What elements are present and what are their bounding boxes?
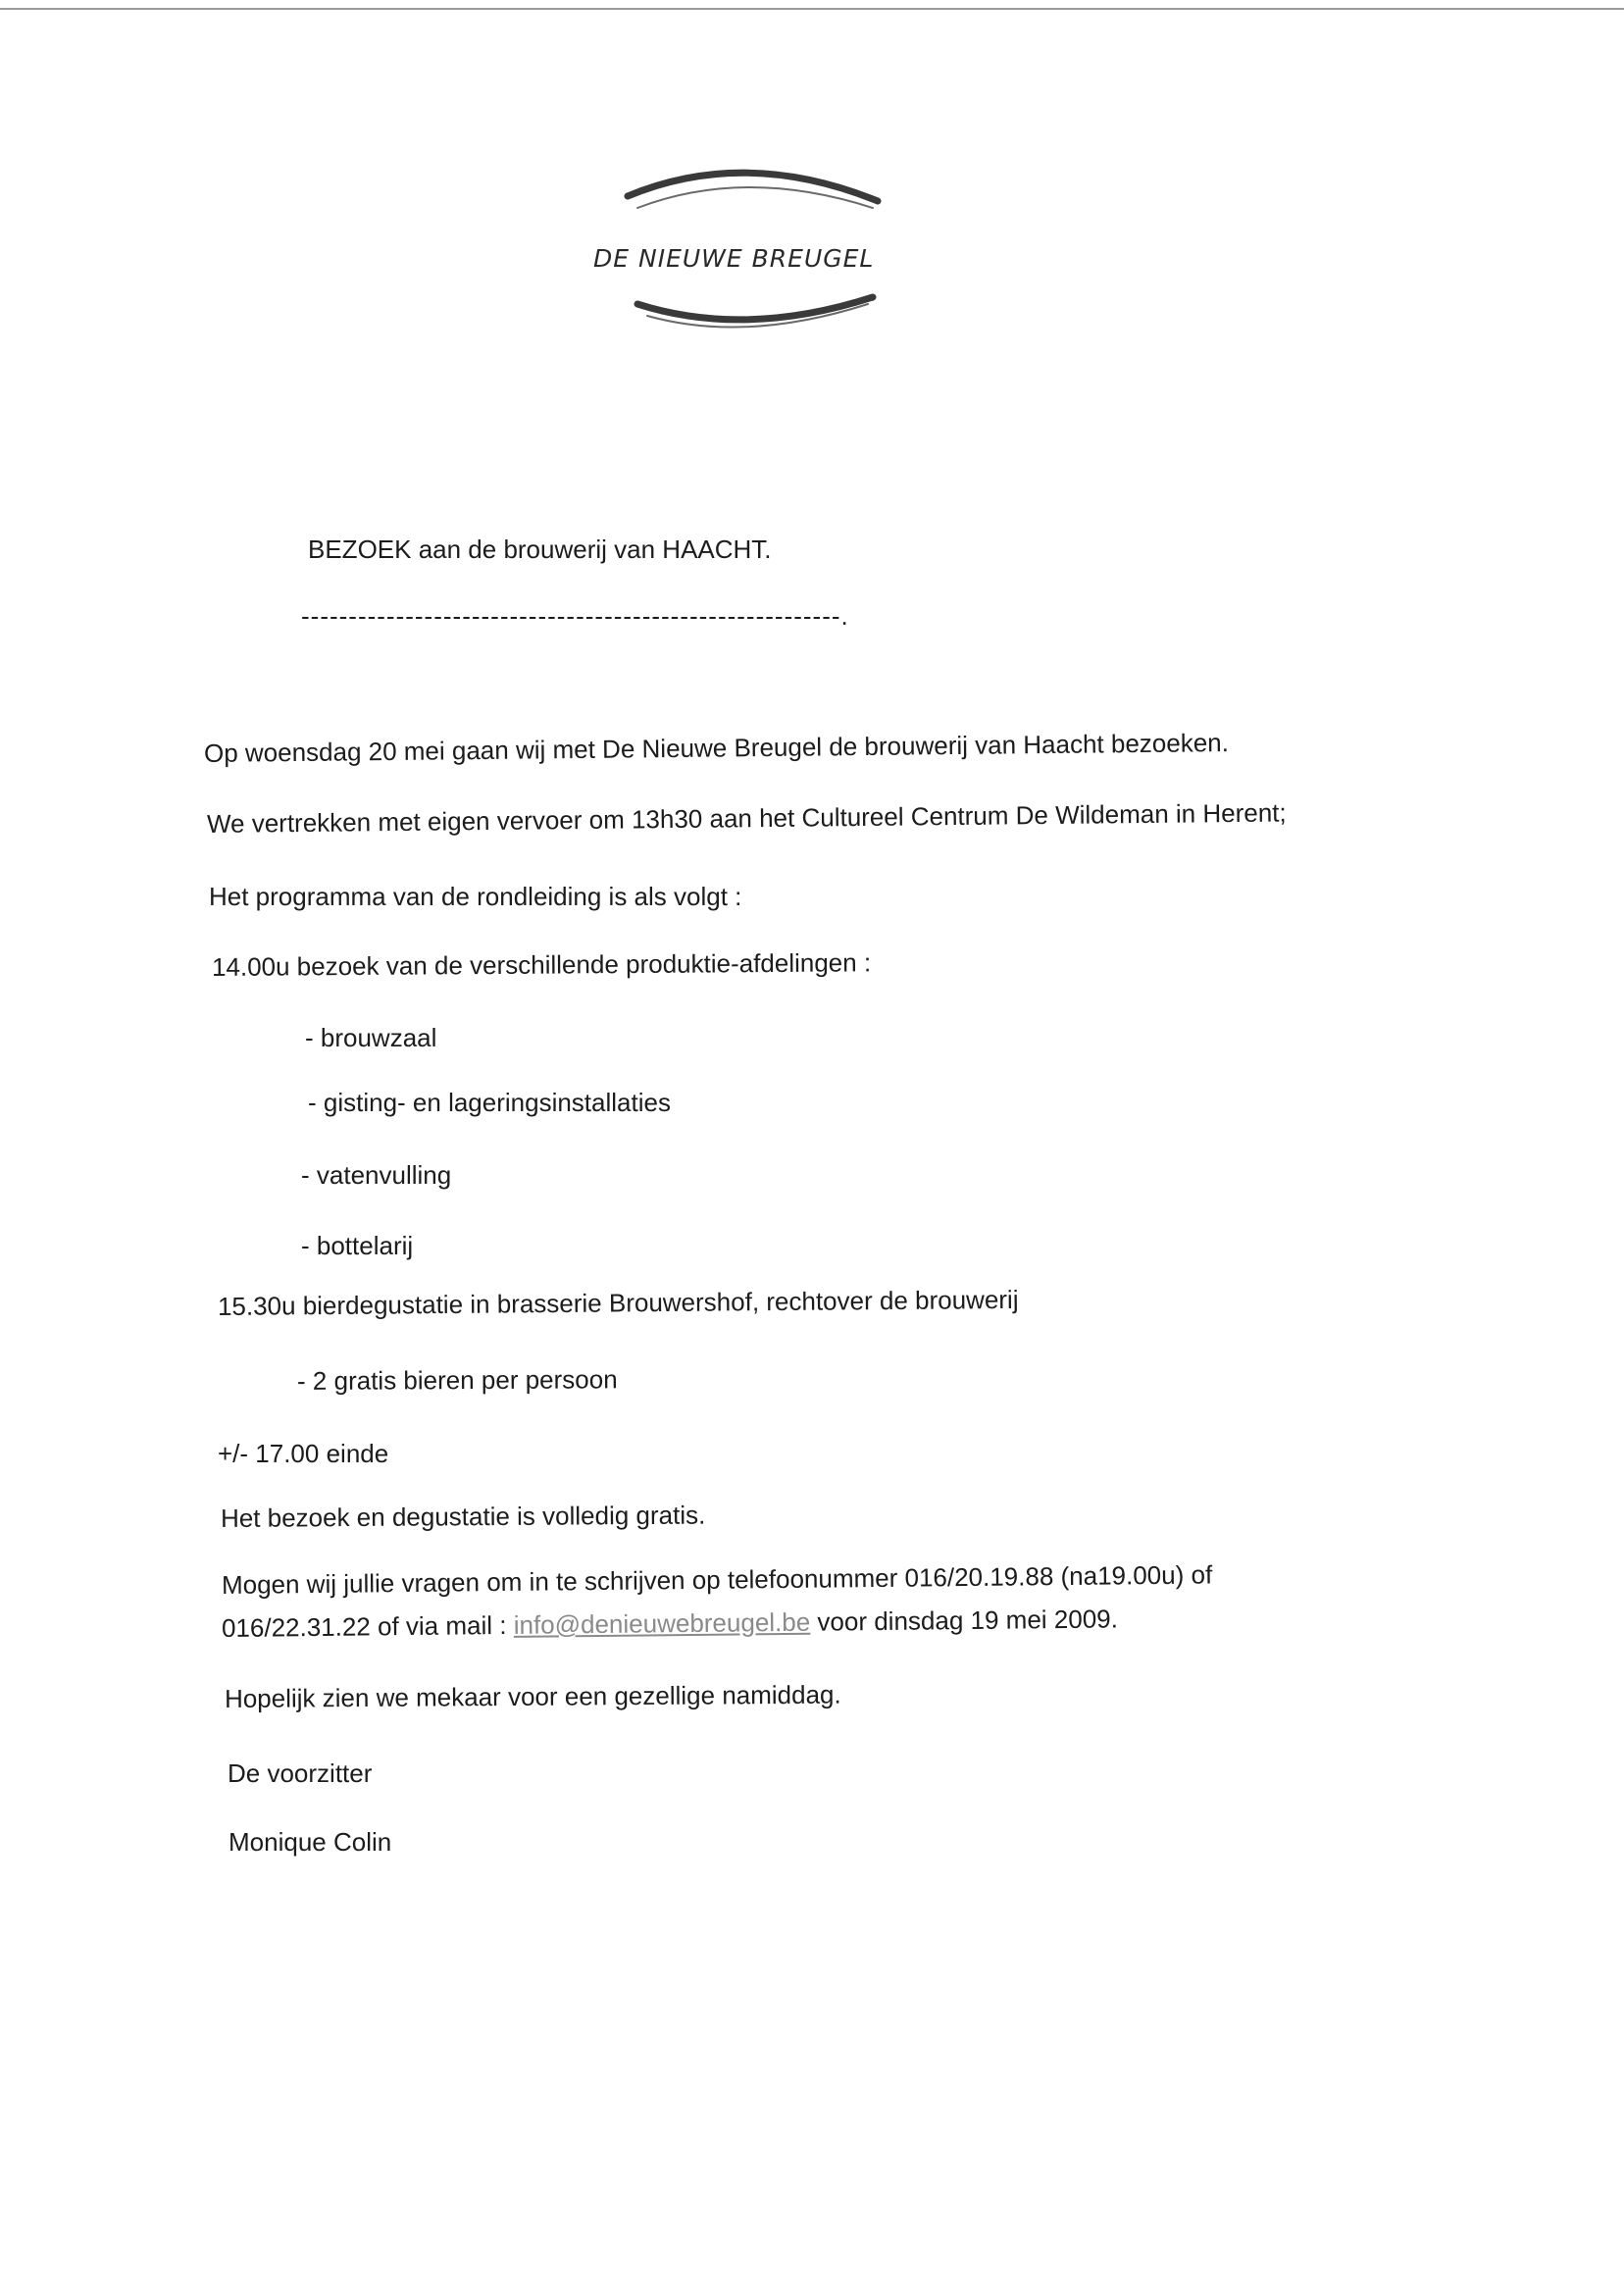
list-item: - vatenvulling [301,1160,452,1190]
list-item: - gisting- en lageringsinstallaties [308,1088,671,1117]
title-underline: ---------------------------------------------------------. [301,601,849,631]
logo-text: DE NIEUWE BREUGEL [593,244,875,273]
email-link[interactable]: info@denieuwebreugel.be [513,1606,811,1640]
list-item: - brouwzaal [305,1023,437,1052]
signature-role: De voorzitter [228,1758,373,1788]
registration-line-1: Mogen wij jullie vragen om in te schrijven op telefoonummer 016/20.19.88 (na19.00u) of [221,1559,1213,1600]
list-item: - 2 gratis bieren per persoon [296,1364,618,1396]
departure-paragraph: We vertrekken met eigen vervoer om 13h30 aan het Cultureel Centrum De Wildeman in Herent; [206,797,1287,839]
program-item-end: +/- 17.00 einde [218,1439,389,1468]
signature-name: Monique Colin [228,1827,392,1857]
program-intro: Het programma van de rondleiding is als volgt : [209,882,742,911]
brewery-logo [579,157,932,353]
list-item: - bottelarij [301,1231,414,1260]
closing-wish: Hopelijk zien we mekaar voor een gezellige namiddag. [224,1679,841,1713]
intro-date-paragraph: Op woensdag 20 mei gaan wij met De Nieuwe Breugel de brouwerij van Haacht bezoeken. [203,728,1230,768]
free-notice: Het bezoek en degustatie is volledig gratis. [220,1500,706,1533]
scan-edge-line [0,8,1624,10]
program-item-1400: 14.00u bezoek van de verschillende produktie-afdelingen : [211,947,872,982]
registration-deadline-text: voor dinsdag 19 mei 2009. [810,1604,1119,1637]
program-item-1530: 15.30u bierdegustatie in brasserie Brouwershof, rechtover de brouwerij [217,1284,1019,1321]
registration-line-2 [222,1603,1118,1644]
registration-phone-text: 016/22.31.22 of via mail : [221,1609,514,1643]
document-title: BEZOEK aan de brouwerij van HAACHT. [308,535,772,564]
